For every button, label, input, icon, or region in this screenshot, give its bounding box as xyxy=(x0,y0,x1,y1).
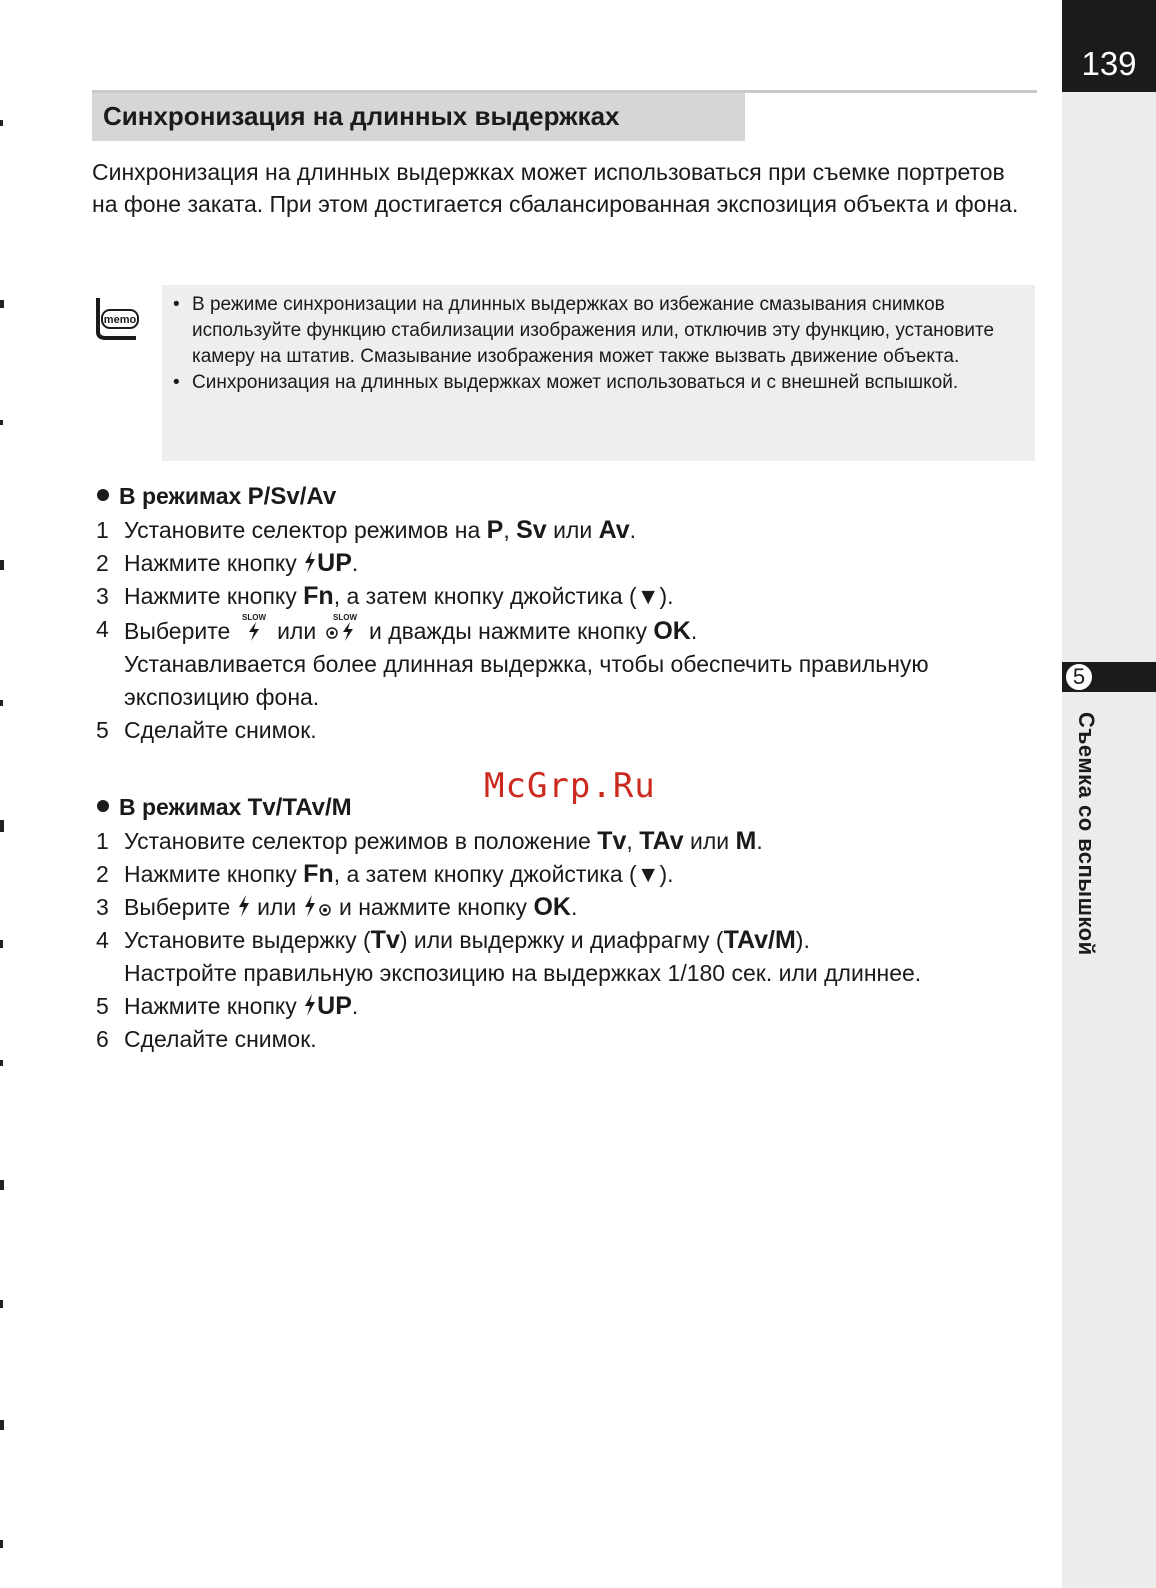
flash-on-icon xyxy=(237,895,251,917)
chapter-title: Съемка со вспышкой xyxy=(1074,712,1099,956)
step-number: 3 xyxy=(96,894,109,920)
flash-up-button-label: UP xyxy=(317,549,352,577)
memo-list xyxy=(168,292,1028,396)
scan-edge-marks xyxy=(0,0,6,1588)
flash-icon xyxy=(303,994,317,1016)
step-text: . xyxy=(690,618,698,644)
step-text: ). xyxy=(795,927,810,953)
down-arrow-icon: ▼ xyxy=(636,861,660,887)
step-text: и нажмите кнопку xyxy=(332,894,534,920)
step-text: , xyxy=(503,517,517,543)
step-text: Сделайте снимок. xyxy=(124,1026,317,1052)
step-text: , xyxy=(626,828,640,854)
step xyxy=(96,714,1016,747)
step xyxy=(96,580,1016,613)
memo-item: • В режиме синхронизации на длинных выдержках во избежание смазывания снимков используйте функцию стабилизации изображения или, отключив эту функцию, установите камеру на штатив. Смазывание изображения может также вызвать движение объекта. xyxy=(173,294,995,367)
step xyxy=(96,990,1016,1023)
step-text: Выберите xyxy=(124,894,237,920)
step-text: или xyxy=(250,894,303,920)
mode-tv: Tv xyxy=(597,827,627,855)
step-text: Сделайте снимок. xyxy=(124,717,317,743)
ok-button-label: OK xyxy=(653,617,691,645)
step xyxy=(96,547,1016,580)
step-number: 4 xyxy=(96,927,109,953)
bullet-icon xyxy=(97,800,109,812)
memo-icon xyxy=(92,292,144,344)
step-text: Нажмите кнопку xyxy=(124,993,304,1019)
step-text: ) или выдержку и диафрагму ( xyxy=(399,927,724,953)
procedure-psvav-title xyxy=(97,480,336,513)
step-text: , а затем кнопку джойстика ( xyxy=(333,583,637,609)
chapter-number: 5 xyxy=(1064,662,1094,692)
procedure-tvtavm-title xyxy=(97,791,352,824)
step-text: ). xyxy=(659,583,674,609)
procedure-title-modes: P/Sv/Av xyxy=(247,483,337,510)
slow-label: SLOW xyxy=(332,613,357,622)
memo-item-text: Синхронизация на длинных выдержках может использоваться и с внешней вспышкой. xyxy=(192,372,959,393)
step-text: , а затем кнопку джойстика ( xyxy=(333,861,637,887)
step-text: Выберите xyxy=(124,618,237,644)
ok-button-label: OK xyxy=(533,893,571,921)
flash-up-button-label: UP xyxy=(317,992,352,1020)
memo-icon-label: memo xyxy=(103,314,137,326)
step-text: . xyxy=(756,828,763,854)
step xyxy=(96,858,1016,891)
step xyxy=(96,891,1016,924)
mode-tav: TAv xyxy=(639,827,684,855)
step xyxy=(96,1023,1016,1056)
procedure-title-prefix: В режимах xyxy=(119,483,248,509)
memo-item: • Синхронизация на длинных выдержках может использоваться и с внешней вспышкой. xyxy=(173,372,959,393)
step-number: 5 xyxy=(96,717,109,743)
step-text: Нажмите кнопку xyxy=(124,583,304,609)
procedure-title-prefix: В режимах xyxy=(119,794,248,820)
step-text: . xyxy=(570,894,578,920)
slow-sync-redeye-flash-icon xyxy=(323,613,363,641)
fn-button-label: Fn xyxy=(303,860,334,888)
watermark: McGrp.Ru xyxy=(484,766,656,806)
flash-icon xyxy=(303,551,317,573)
step-text: . xyxy=(351,550,359,576)
mode-m: M xyxy=(735,827,757,855)
step-text: ). xyxy=(659,861,674,887)
procedure-tvtavm-steps xyxy=(96,825,1016,1056)
section-title: Синхронизация на длинных выдержках xyxy=(103,101,620,131)
bullet-icon xyxy=(97,489,109,501)
mode-sv: Sv xyxy=(516,516,547,544)
step-text: Установите выдержку ( xyxy=(124,927,371,953)
procedure-title-modes: Tv/TAv/M xyxy=(247,794,352,821)
step-number: 5 xyxy=(96,993,109,1019)
step-text: Установите селектор режимов в положение xyxy=(124,828,598,854)
step-number: 1 xyxy=(96,517,109,543)
fn-button-label: Fn xyxy=(303,582,334,610)
down-arrow-icon: ▼ xyxy=(636,583,660,609)
step-text: и дважды нажмите кнопку xyxy=(362,618,654,644)
step-number: 2 xyxy=(96,861,109,887)
step-number: 2 xyxy=(96,550,109,576)
step-text: или xyxy=(546,517,599,543)
step-text: Нажмите кнопку xyxy=(124,550,304,576)
intro-paragraph: Синхронизация на длинных выдержках может использоваться при съемке портретов на фоне заката. При этом достигается сбалансированная экспозиция объекта и фона. xyxy=(92,159,1019,217)
step-text: или xyxy=(270,618,323,644)
step-note: Устанавливается более длинная выдержка, чтобы обеспечить правильную экспозицию фона. xyxy=(124,651,929,710)
step xyxy=(96,613,1016,714)
step xyxy=(96,924,1016,990)
step xyxy=(96,514,1016,547)
step-number: 3 xyxy=(96,583,109,609)
mode-tav-m: TAv/M xyxy=(723,926,796,954)
step-text: или xyxy=(683,828,736,854)
step-note: Настройте правильную экспозицию на выдержках 1/180 сек. или длиннее. xyxy=(124,960,922,986)
flash-redeye-icon xyxy=(303,895,333,917)
page-number: 139 xyxy=(1081,45,1137,82)
step-number: 1 xyxy=(96,828,109,854)
step-text: Установите селектор режимов на xyxy=(124,517,487,543)
memo-item-text: В режиме синхронизации на длинных выдержках во избежание смазывания снимков используйте функцию стабилизации изображения или, отключив эту функцию, установите камеру на штатив. Смазывание изображения может также вызвать движение объекта. xyxy=(192,294,995,367)
step-text: . xyxy=(629,517,637,543)
step xyxy=(96,825,1016,858)
step-number: 4 xyxy=(96,616,109,642)
step-text: . xyxy=(351,993,359,1019)
step-text: Нажмите кнопку xyxy=(124,861,304,887)
mode-p: P xyxy=(486,516,504,544)
slow-label: SLOW xyxy=(241,613,266,622)
procedure-psvav-steps xyxy=(96,514,1016,747)
mode-tv: Tv xyxy=(370,926,400,954)
step-number: 6 xyxy=(96,1026,109,1052)
slow-sync-flash-icon xyxy=(237,613,271,641)
mode-av: Av xyxy=(598,516,630,544)
